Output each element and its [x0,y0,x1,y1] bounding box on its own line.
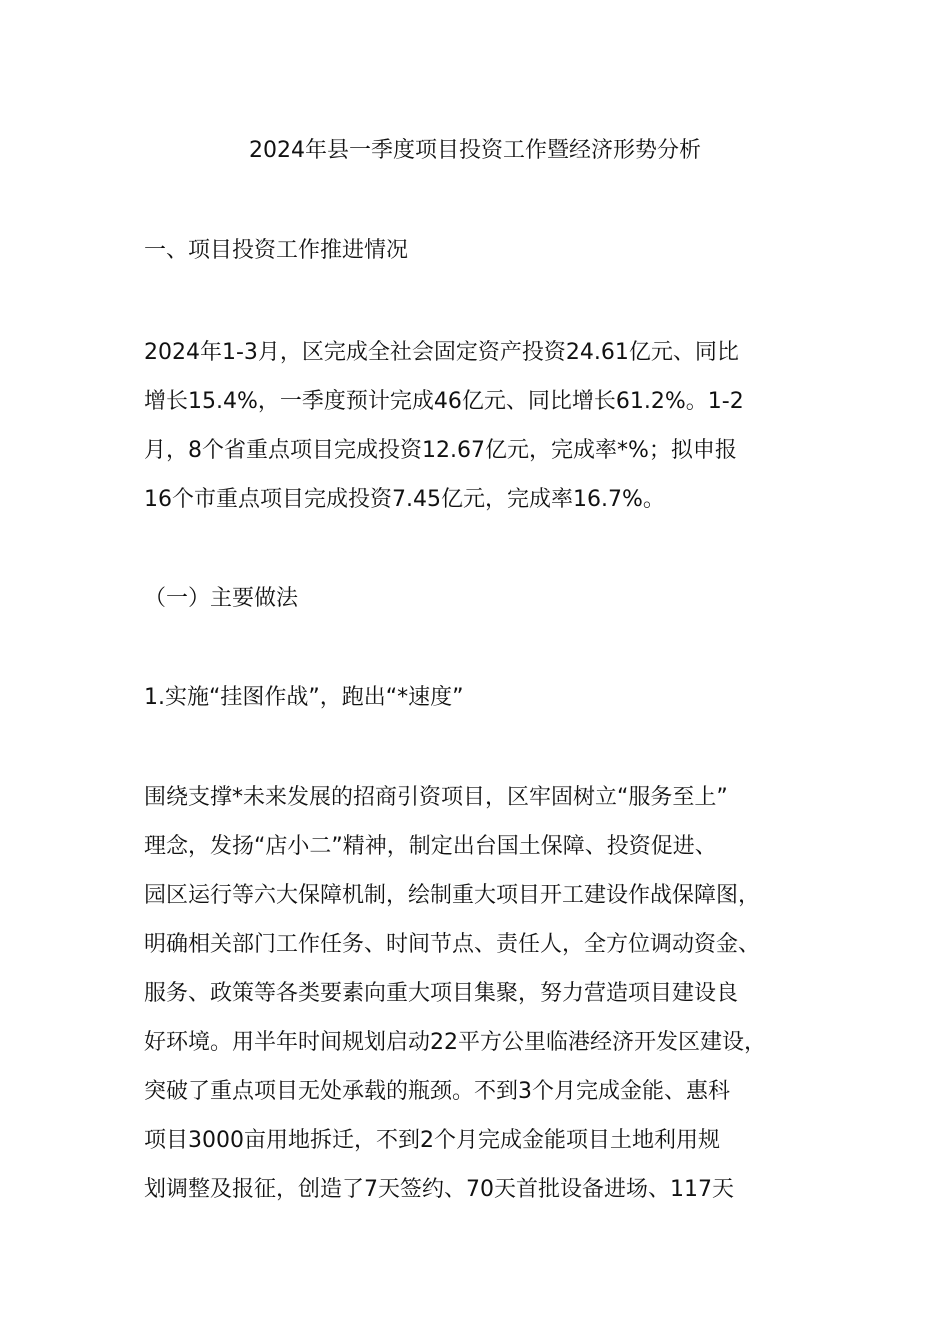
subsection-heading: （一）主要做法 [144,586,299,611]
paragraph-line: 好环境。用半年时间规划启动22平方公里临港经济开发区建设， [144,1030,766,1055]
paragraph-line: 园区运行等六大保障机制，绘制重大项目开工建设作战保障图， [144,883,761,908]
paragraph-line: 月，8个省重点项目完成投资12.67亿元，完成率*%；拟申报 [144,438,737,463]
paragraph-line: 划调整及报征，创造了7天签约、70天首批设备进场、117天 [144,1177,734,1202]
paragraph-line: 服务、政策等各类要素向重大项目集聚，努力营造项目建设良 [144,981,739,1006]
section-heading: 一、项目投资工作推进情况 [144,238,409,263]
paragraph-line: 增长15.4%，一季度预计完成46亿元、同比增长61.2%。1-2 [144,389,744,414]
paragraph-main-measures [144,773,814,1214]
paragraph-line: 围绕支撑*未来发展的招商引资项目，区牢固树立“服务至上” [144,785,728,810]
paragraph-line: 16个市重点项目完成投资7.45亿元，完成率16.7%。 [144,487,665,512]
paragraph-line: 2024年1-3月，区完成全社会固定资产投资24.61亿元、同比 [144,340,739,365]
paragraph-investment-progress [144,328,814,524]
item-heading: 1.实施“挂图作战”，跑出“*速度” [144,685,464,710]
paragraph-line: 明确相关部门工作任务、时间节点、责任人，全方位调动资金、 [144,932,761,957]
paragraph-line: 理念，发扬“店小二”精神，制定出台国土保障、投资促进、 [144,834,717,859]
paragraph-line: 突破了重点项目无处承载的瓶颈。不到3个月完成金能、惠科 [144,1079,730,1104]
document-title: 2024年县一季度项目投资工作暨经济形势分析 [249,138,701,163]
paragraph-line: 项目3000亩用地拆迁，不到2个月完成金能项目土地利用规 [144,1128,720,1153]
